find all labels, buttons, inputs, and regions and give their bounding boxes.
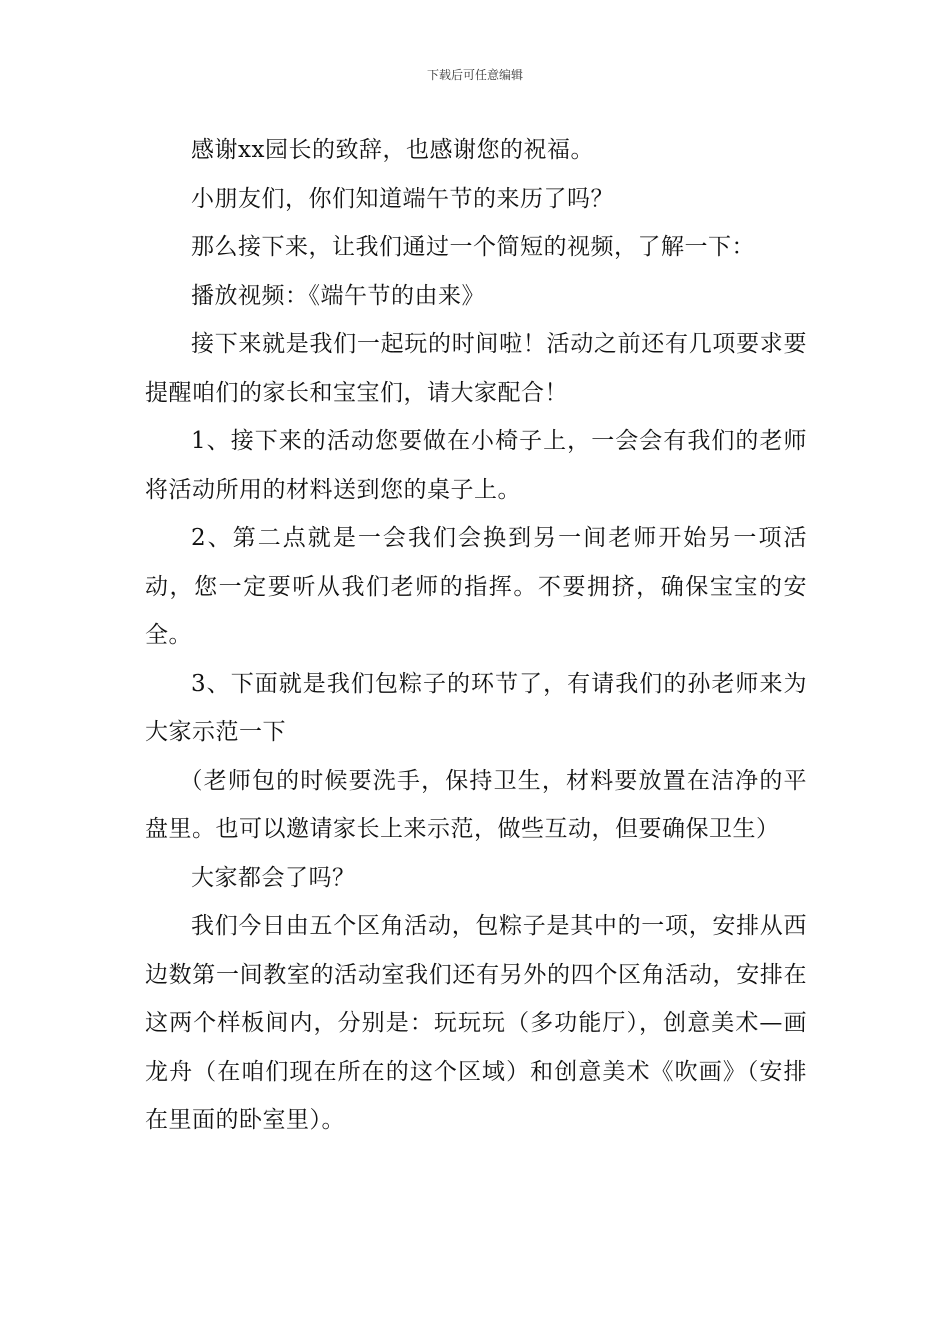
paragraph-note: （老师包的时候要洗手，保持卫生，材料要放置在洁净的平盘里。也可以邀请家长上来示范，做些互动，但要确保卫生） xyxy=(145,767,807,842)
paragraph-video-intro: 那么接下来，让我们通过一个简短的视频，了解一下： xyxy=(191,234,755,260)
paragraph-rule-2: 2、第二点就是一会我们会换到另一间老师开始另一项活动，您一定要听从我们老师的指挥。不要拥挤，确保宝宝的安全。 xyxy=(145,525,807,648)
paragraph-rule-1: 1、接下来的活动您要做在小椅子上，一会会有我们的老师将活动所用的材料送到您的桌子上。 xyxy=(145,428,807,503)
paragraph-thanks: 感谢xx园长的致辞，也感谢您的祝福。 xyxy=(191,137,594,163)
page-header: 下载后可任意编辑 xyxy=(426,68,523,82)
paragraph-play-video: 播放视频：《端午节的由来》 xyxy=(191,282,485,309)
paragraph-rule-3: 3、下面就是我们包粽子的环节了，有请我们的孙老师来为大家示范一下 xyxy=(145,670,807,745)
paragraph-activity-areas: 我们今日由五个区角活动，包粽子是其中的一项，安排从西边数第一间教室的活动室我们还有另外的四个区角活动，安排在这两个样板间内，分别是：玩玩玩（多功能厅），创意美术—画龙舟（在咱们现在所在的这个区域）和创意美术《吹画》（安排在里面的卧室里）。 xyxy=(145,913,807,1133)
document-body xyxy=(145,126,807,1145)
paragraph-activity-intro: 接下来就是我们一起玩的时间啦！活动之前还有几项要求要提醒咱们的家长和宝宝们，请大家配合！ xyxy=(145,331,807,406)
paragraph-check: 大家都会了吗？ xyxy=(191,864,356,891)
paragraph-question: 小朋友们，你们知道端午节的来历了吗？ xyxy=(191,185,614,212)
